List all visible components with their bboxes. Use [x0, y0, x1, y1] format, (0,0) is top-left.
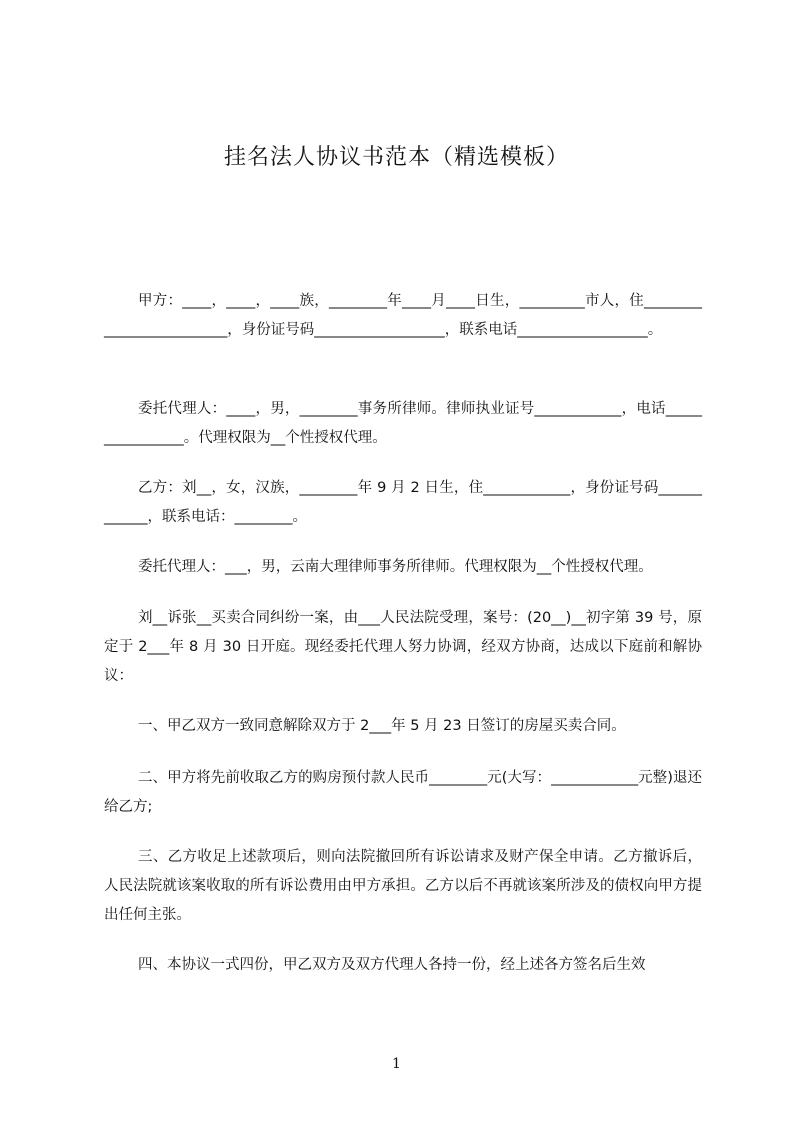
party-a-agent-paragraph: 委托代理人：____，男，________事务所律师。律师执业证号____________，电话________________。代理权限为__个性授权代理。: [104, 401, 702, 446]
clause-3-paragraph: 三、乙方收足上述款项后，则向法院撤回所有诉讼请求及财产保全申请。乙方撤诉后，人民法院就该案收取的所有诉讼费用由甲方承担。乙方以后不再就该案所涉及的债权向甲方提出任何主张。: [104, 849, 702, 923]
party-a-paragraph: 甲方：____，____，____族，________年____月____日生，_________市人，住_________________________，身份证号码__________________，联系电话__________________。: [104, 293, 702, 338]
clause-1-paragraph: 一、甲乙双方一致同意解除双方于 2___年 5 月 23 日签订的房屋买卖合同。: [138, 718, 626, 734]
clause-2-paragraph: 二、甲方将先前收取乙方的购房预付款人民币________元(大写：____________元整)退还给乙方;: [104, 770, 702, 815]
party-b-paragraph: 乙方：刘__，女，汉族，________年 9 月 2 日生，住____________，身份证号码____________，联系电话：________。: [104, 480, 702, 525]
page-number: 1: [392, 1056, 401, 1072]
party-b-agent-paragraph: 委托代理人：___，男，云南大理律师事务所律师。代理权限为__个性授权代理。: [138, 559, 653, 575]
case-background-paragraph: 刘__诉张__买卖合同纠纷一案，由___人民法院受理，案号：(20__)__初字第 39 号，原定于 2___年 8 月 30 日开庭。现经委托代理人努力协调，经双方协商，达成以下庭前和解协议：: [104, 610, 702, 684]
clause-4-paragraph: 四、本协议一式四份，甲乙双方及双方代理人各持一份，经上述各方签名后生效: [138, 957, 646, 973]
document-title: 挂名法人协议书范本（精选模板）: [223, 145, 569, 170]
